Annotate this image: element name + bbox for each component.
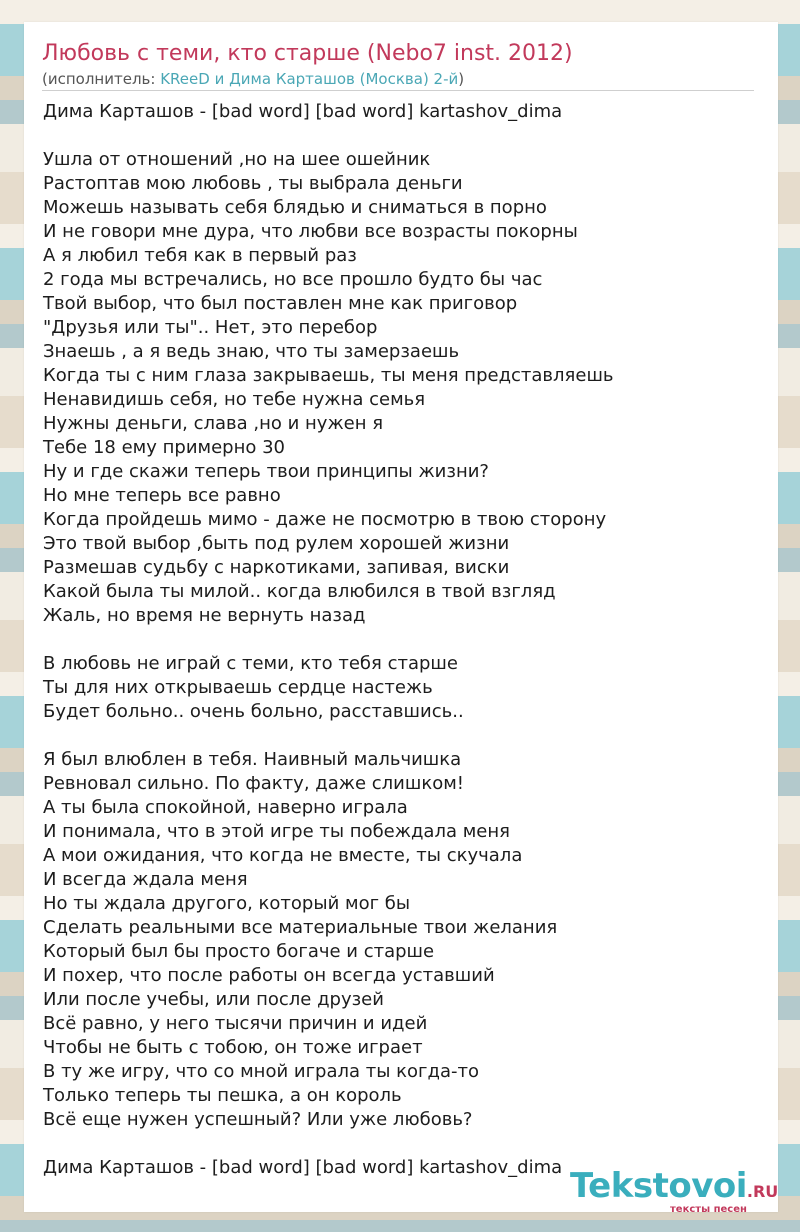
lyric-line: Будет больно.. очень больно, расставшись.. xyxy=(43,701,464,722)
lyric-line: Размешав судьбу с наркотиками, запивая, виски xyxy=(43,557,510,578)
lyric-line: Можешь называть себя блядью и сниматься в порно xyxy=(43,197,547,218)
lyric-line xyxy=(43,124,763,148)
lyric-line: А ты была спокойной, наверно играла xyxy=(43,797,408,818)
lyric-line: Это твой выбор ,быть под рулем хорошей жизни xyxy=(43,533,510,554)
logo-tagline: тексты песен xyxy=(670,1204,747,1215)
lyric-line: А мои ожидания, что когда не вместе, ты скучала xyxy=(43,845,523,866)
lyric-line: "Друзья или ты".. Нет, это перебор xyxy=(43,317,378,338)
lyric-line: Твой выбор, что был поставлен мне как приговор xyxy=(43,293,518,314)
song-title: Любовь с теми, кто старше (Nebo7 inst. 2012) xyxy=(42,41,573,66)
lyric-line: Сделать реальными все материальные твои желания xyxy=(43,917,558,938)
lyric-line: Когда ты с ним глаза закрываешь, ты меня представляешь xyxy=(43,365,614,386)
lyrics-text xyxy=(43,100,763,1180)
lyric-line: Дима Карташов - [bad word] [bad word] kartashov_dima xyxy=(43,101,563,122)
lyric-line: Растоптав мою любовь , ты выбрала деньги xyxy=(43,173,463,194)
lyric-line: Когда пройдешь мимо - даже не посмотрю в твою сторону xyxy=(43,509,607,530)
lyric-line: Только теперь ты пешка, а он король xyxy=(43,1085,402,1106)
divider xyxy=(42,90,754,91)
lyric-line: Но ты ждала другого, который мог бы xyxy=(43,893,411,914)
lyric-line xyxy=(43,1132,763,1156)
lyric-line: Но мне теперь все равно xyxy=(43,485,281,506)
lyric-line: В любовь не играй с теми, кто тебя старше xyxy=(43,653,458,674)
lyric-line: Ненавидишь себя, но тебе нужна семья xyxy=(43,389,426,410)
lyric-line: 2 года мы встречались, но все прошло будто бы час xyxy=(43,269,543,290)
lyric-line: Ревновал сильно. По факту, даже слишком! xyxy=(43,773,464,794)
lyric-line: И всегда ждала меня xyxy=(43,869,248,890)
lyric-line: Ушла от отношений ,но на шее ошейник xyxy=(43,149,431,170)
lyric-line: Всё равно, у него тысячи причин и идей xyxy=(43,1013,428,1034)
logo-tld: .RU xyxy=(746,1182,779,1201)
lyric-line: Который был бы просто богаче и старше xyxy=(43,941,435,962)
site-logo[interactable] xyxy=(570,1166,779,1215)
lyric-line: Жаль, но время не вернуть назад xyxy=(43,605,366,626)
artist-line xyxy=(42,70,464,88)
lyric-line: Тебе 18 ему примерно 30 xyxy=(43,437,285,458)
lyric-line xyxy=(43,724,763,748)
lyric-line: Ты для них открываешь сердце настежь xyxy=(43,677,433,698)
lyric-line: Дима Карташов - [bad word] [bad word] kartashov_dima xyxy=(43,1157,563,1178)
lyric-line: И понимала, что в этой игре ты побеждала меня xyxy=(43,821,510,842)
lyric-line: А я любил тебя как в первый раз xyxy=(43,245,357,266)
lyric-line xyxy=(43,628,763,652)
lyric-line: Или после учебы, или после друзей xyxy=(43,989,384,1010)
lyric-line: И похер, что после работы он всегда уставший xyxy=(43,965,495,986)
lyric-line: Я был влюблен в тебя. Наивный мальчишка xyxy=(43,749,462,770)
artist-link[interactable]: KReeD и Дима Карташов (Москва) 2-й xyxy=(160,70,459,88)
lyric-line: В ту же игру, что со мной играла ты когда-то xyxy=(43,1061,479,1082)
lyric-line: Чтобы не быть с тобою, он тоже играет xyxy=(43,1037,423,1058)
lyric-line: Какой была ты милой.. когда влюбился в твой взгляд xyxy=(43,581,556,602)
lyric-line: И не говори мне дура, что любви все возрасты покорны xyxy=(43,221,578,242)
lyric-line: Всё еще нужен успешный? Или уже любовь? xyxy=(43,1109,473,1130)
lyric-line: Знаешь , а я ведь знаю, что ты замерзаешь xyxy=(43,341,460,362)
lyrics-card xyxy=(24,22,778,1212)
artist-prefix: (исполнитель: xyxy=(42,70,161,88)
lyric-line: Нужны деньги, слава ,но и нужен я xyxy=(43,413,384,434)
logo-word: Tekstovoi xyxy=(570,1166,747,1206)
lyric-line: Ну и где скажи теперь твои принципы жизни? xyxy=(43,461,489,482)
artist-suffix: ) xyxy=(458,70,465,88)
